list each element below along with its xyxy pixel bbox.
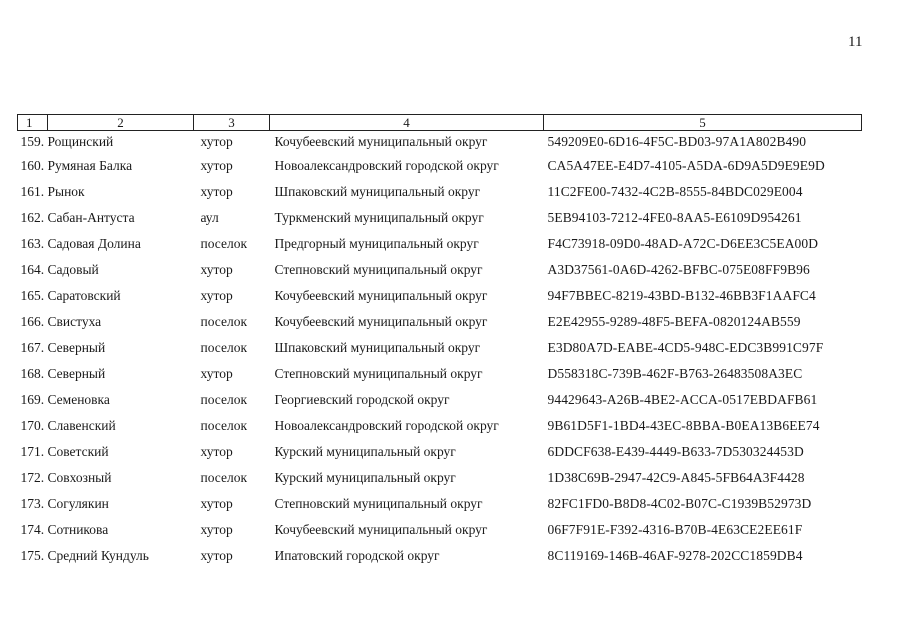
table-row	[18, 179, 862, 205]
table-row	[18, 257, 862, 283]
settlement-type: хутор	[200, 548, 233, 563]
settlement-guid: 9B61D5F1-1BD4-43EC-8BBA-B0EA13B6EE74	[547, 418, 820, 433]
settlement-guid: A3D37561-0A6D-4262-BFBC-075E08FF9B96	[547, 262, 810, 277]
settlement-name: 175. Средний Кундуль	[20, 548, 149, 563]
municipal-district: Новоалександровский городской округ	[274, 158, 499, 173]
table-row	[18, 335, 862, 361]
settlement-guid: 94429643-A26B-4BE2-ACCA-0517EBDAFB61	[547, 392, 818, 407]
settlement-guid: CA5A47EE-E4D7-4105-A5DA-6D9A5D9E9E9D	[547, 158, 825, 173]
table-row	[18, 361, 862, 387]
settlement-guid: F4C73918-09D0-48AD-A72C-D6EE3C5EA00D	[547, 236, 819, 251]
header-col-1: 1	[18, 115, 48, 131]
settlement-name: 168. Северный	[20, 366, 106, 381]
municipal-district: Курский муниципальный округ	[274, 444, 456, 459]
municipal-district: Степновский муниципальный округ	[274, 366, 483, 381]
municipal-district: Туркменский муниципальный округ	[274, 210, 484, 225]
settlement-type: поселок	[200, 392, 248, 407]
settlement-guid: E3D80A7D-EABE-4CD5-948C-EDC3B991C97F	[547, 340, 824, 355]
settlement-name: 174. Сотникова	[20, 522, 109, 537]
settlement-guid: E2E42955-9289-48F5-BEFA-0820124AB559	[547, 314, 801, 329]
settlement-type: хутор	[200, 134, 233, 149]
header-row	[18, 115, 862, 131]
settlement-name: 170. Славенский	[20, 418, 116, 433]
settlement-type: поселок	[200, 340, 248, 355]
municipal-district: Курский муниципальный округ	[274, 470, 456, 485]
settlement-name: 164. Садовый	[20, 262, 99, 277]
table-row	[18, 387, 862, 413]
settlement-type: хутор	[200, 184, 233, 199]
settlement-name: 160. Румяная Балка	[20, 158, 133, 173]
settlement-guid: 1D38C69B-2947-42C9-A845-5FB64A3F4428	[547, 470, 805, 485]
municipal-district: Георгиевский городской округ	[274, 392, 450, 407]
settlement-type: хутор	[200, 262, 233, 277]
table-row	[18, 491, 862, 517]
table-row	[18, 309, 862, 335]
municipal-district: Шпаковский муниципальный округ	[274, 340, 481, 355]
municipal-district: Предгорный муниципальный округ	[274, 236, 479, 251]
settlement-name: 159. Рощинский	[20, 134, 114, 149]
municipal-district: Степновский муниципальный округ	[274, 262, 483, 277]
settlement-guid: 82FC1FD0-B8D8-4C02-B07C-C1939B52973D	[547, 496, 812, 511]
settlement-name: 173. Согулякин	[20, 496, 109, 511]
table-row	[18, 465, 862, 491]
municipal-district: Кочубеевский муниципальный округ	[274, 522, 488, 537]
settlement-type: поселок	[200, 418, 248, 433]
settlement-name: 169. Семеновка	[20, 392, 110, 407]
municipal-district: Степновский муниципальный округ	[274, 496, 483, 511]
table-row	[18, 283, 862, 309]
table-header	[18, 115, 862, 131]
settlement-name: 167. Северный	[20, 340, 106, 355]
table-row	[18, 439, 862, 465]
settlement-name: 165. Саратовский	[20, 288, 121, 303]
table-row	[18, 543, 862, 569]
settlement-name: 163. Садовая Долина	[20, 236, 141, 251]
settlement-name: 171. Советский	[20, 444, 109, 459]
table-row	[18, 231, 862, 257]
settlement-guid: 06F7F91E-F392-4316-B70B-4E63CE2EE61F	[547, 522, 803, 537]
municipal-district: Кочубеевский муниципальный округ	[274, 314, 488, 329]
settlement-type: хутор	[200, 288, 233, 303]
header-col-3: 3	[194, 115, 270, 131]
page-number: 11	[848, 34, 863, 50]
table-body	[18, 131, 862, 570]
settlement-type: хутор	[200, 158, 233, 173]
settlement-guid: 549209E0-6D16-4F5C-BD03-97A1A802B490	[547, 134, 807, 149]
header-col-4: 4	[270, 115, 544, 131]
header-col-2: 2	[48, 115, 194, 131]
table-row	[18, 517, 862, 543]
settlement-type: хутор	[200, 366, 233, 381]
settlement-guid: 8C119169-146B-46AF-9278-202CC1859DB4	[547, 548, 803, 563]
settlement-guid: 94F7BBEC-8219-43BD-B132-46BB3F1AAFC4	[547, 288, 816, 303]
table-row	[18, 131, 862, 154]
table-row	[18, 413, 862, 439]
settlement-name: 172. Совхозный	[20, 470, 112, 485]
settlements-table	[17, 114, 862, 569]
municipal-district: Ипатовский городской округ	[274, 548, 440, 563]
settlement-name: 162. Сабан-Антуста	[20, 210, 135, 225]
settlement-guid: 11C2FE00-7432-4C2B-8555-84BDC029E004	[547, 184, 803, 199]
settlement-type: хутор	[200, 522, 233, 537]
table-row	[18, 153, 862, 179]
settlement-guid: 6DDCF638-E439-4449-B633-7D530324453D	[547, 444, 804, 459]
table-row	[18, 205, 862, 231]
header-col-5: 5	[544, 115, 862, 131]
settlement-type: хутор	[200, 444, 233, 459]
settlement-type: хутор	[200, 496, 233, 511]
settlement-guid: D558318C-739B-462F-B763-26483508A3EC	[547, 366, 803, 381]
settlement-name: 161. Рынок	[20, 184, 85, 199]
settlement-type: поселок	[200, 470, 248, 485]
municipal-district: Кочубеевский муниципальный округ	[274, 288, 488, 303]
settlement-type: поселок	[200, 236, 248, 251]
municipal-district: Новоалександровский городской округ	[274, 418, 499, 433]
municipal-district: Кочубеевский муниципальный округ	[274, 134, 488, 149]
settlement-guid: 5EB94103-7212-4FE0-8AA5-E6109D954261	[547, 210, 802, 225]
settlement-type: аул	[200, 210, 219, 225]
settlement-name: 166. Свистуха	[20, 314, 102, 329]
settlement-type: поселок	[200, 314, 248, 329]
municipal-district: Шпаковский муниципальный округ	[274, 184, 481, 199]
